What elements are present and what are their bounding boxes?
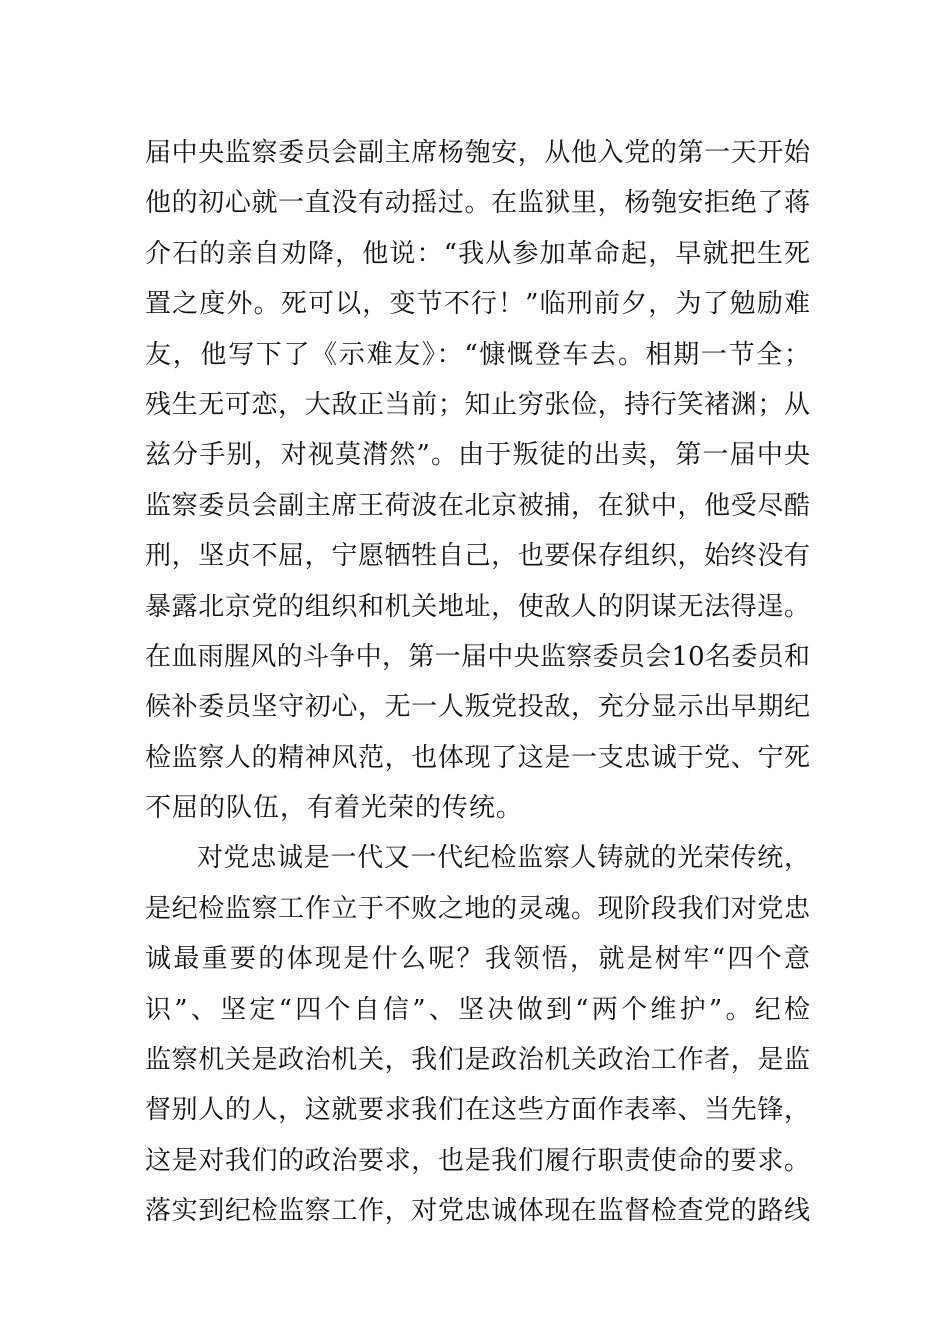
text-line: 暴露北京党的组织和机关地址，使敌人的阴谋无法得逞。 (145, 591, 810, 622)
text-line: 诚最重要的体现是什么呢？我领悟，就是树牢“四个意 (145, 944, 810, 975)
text-line: 督别人的人，这就要求我们在这些方面作表率、当先锋， (145, 1095, 810, 1126)
text-line: 这是对我们的政治要求，也是我们履行职责使命的要求。 (145, 1145, 810, 1176)
text-line: 监察机关是政治机关，我们是政治机关政治工作者，是监 (145, 1045, 810, 1076)
document-body (145, 128, 810, 1237)
text-line: 识”、坚定“四个自信”、坚决做到“两个维护”。纪检 (145, 994, 810, 1025)
text-line: 刑，坚贞不屈，宁愿牺牲自己，也要保存组织，始终没有 (145, 541, 810, 572)
text-line: 兹分手别，对视莫潸然”。由于叛徒的出卖，第一届中央 (145, 440, 810, 471)
text-line: 是纪检监察工作立于不败之地的灵魂。现阶段我们对党忠 (145, 893, 810, 924)
text-line: 残生无可恋，大敌正当前；知止穷张俭，持行笑褚渊；从 (145, 389, 810, 420)
text-line: 介石的亲自劝降，他说：“我从参加革命起，早就把生死 (145, 238, 810, 269)
text-line: 置之度外。死可以，变节不行！”临刑前夕，为了勉励难 (145, 289, 810, 320)
text-line: 届中央监察委员会副主席杨匏安，从他入党的第一天开始 (145, 138, 810, 168)
text-line: 友，他写下了《示难友》：“慷慨登车去。相期一节全； (145, 339, 810, 370)
text-line: 对党忠诚是一代又一代纪检监察人铸就的光荣传统， (197, 843, 810, 874)
text-line: 在血雨腥风的斗争中，第一届中央监察委员会10名委员和 (145, 641, 810, 672)
text-line: 落实到纪检监察工作，对党忠诚体现在监督检查党的路线 (145, 1196, 810, 1227)
text-line: 监察委员会副主席王荷波在北京被捕，在狱中，他受尽酷 (145, 490, 810, 521)
paragraph-2 (145, 833, 810, 1236)
paragraph-1 (145, 128, 810, 833)
text-line: 候补委员坚守初心，无一人叛党投敌，充分显示出早期纪 (145, 692, 810, 723)
text-line: 不屈的队伍，有着光荣的传统。 (145, 793, 524, 824)
text-line: 检监察人的精神风范，也体现了这是一支忠诚于党、宁死 (145, 742, 810, 773)
text-line: 他的初心就一直没有动摇过。在监狱里，杨匏安拒绝了蒋 (145, 188, 810, 219)
